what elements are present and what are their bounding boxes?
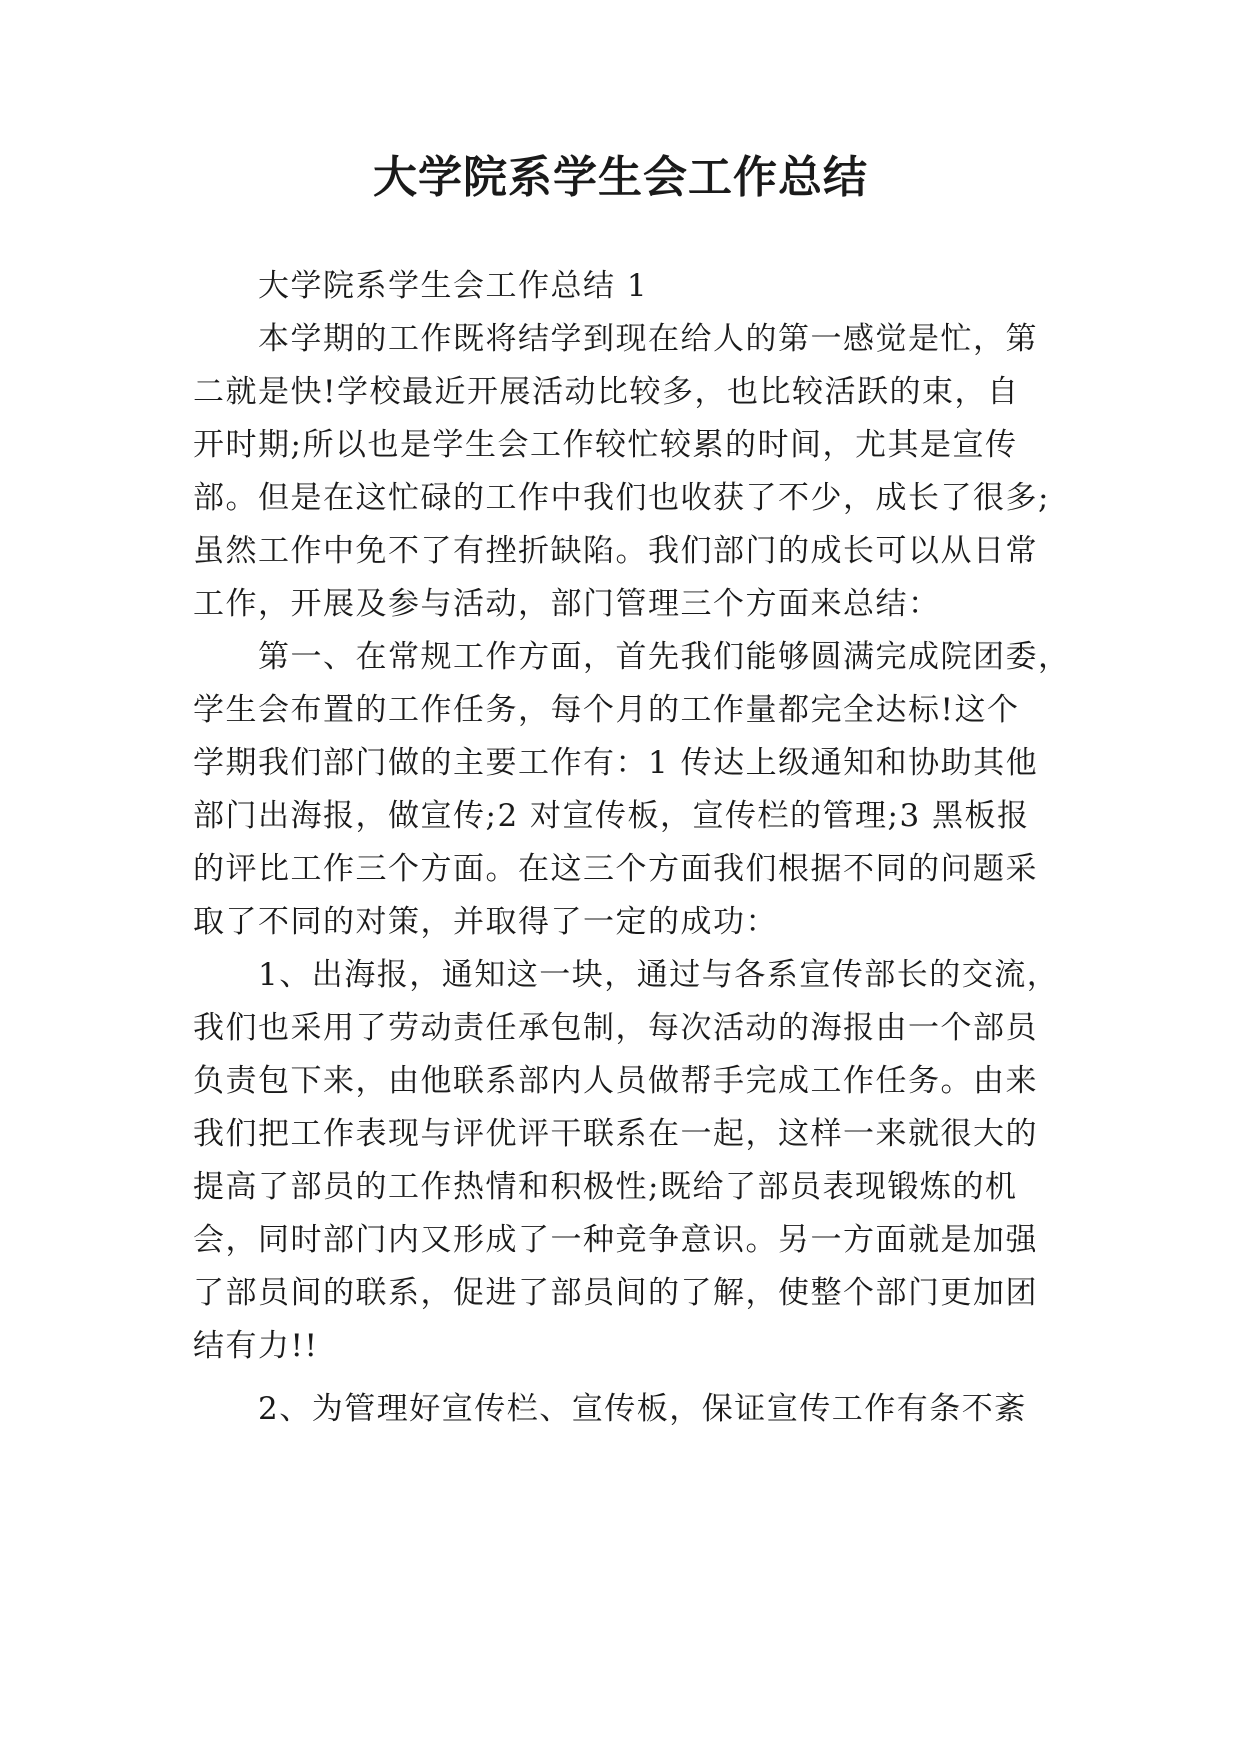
paragraph-line: 1、出海报，通知这一块，通过与各系宣传部长的交流， — [258, 957, 1060, 993]
section-heading: 大学院系学生会工作总结 1 — [258, 268, 649, 304]
paragraph-line: 我们也采用了劳动责任承包制，每次活动的海报由一个部员 — [193, 1010, 1038, 1046]
paragraph-line: 取了不同的对策，并取得了一定的成功： — [193, 904, 778, 940]
paragraph-line: 部。但是在这忙碌的工作中我们也收获了不少，成长了很多; — [193, 480, 1050, 516]
paragraph-line: 了部员间的联系，促进了部员间的了解，使整个部门更加团 — [193, 1275, 1038, 1311]
paragraph-line: 的评比工作三个方面。在这三个方面我们根据不同的问题采 — [193, 851, 1038, 887]
paragraph-line: 我们把工作表现与评优评干联系在一起，这样一来就很大的 — [193, 1116, 1038, 1152]
paragraph-line: 工作，开展及参与活动，部门管理三个方面来总结： — [193, 586, 941, 622]
paragraph-line: 会，同时部门内又形成了一种竞争意识。另一方面就是加强 — [193, 1222, 1038, 1258]
paragraph-line: 虽然工作中免不了有挫折缺陷。我们部门的成长可以从日常 — [193, 533, 1038, 569]
paragraph-line: 开时期;所以也是学生会工作较忙较累的时间，尤其是宣传 — [193, 427, 1018, 463]
paragraph-line: 结有力!! — [193, 1328, 319, 1364]
paragraph-line: 学生会布置的工作任务，每个月的工作量都完全达标!这个 — [193, 692, 1020, 728]
paragraph-line: 第一、在常规工作方面，首先我们能够圆满完成院团委， — [258, 639, 1071, 675]
paragraph-line: 部门出海报，做宣传;2 对宣传板，宣传栏的管理;3 黑板报 — [193, 798, 1030, 834]
paragraph-line: 本学期的工作既将结学到现在给人的第一感觉是忙，第 — [258, 321, 1038, 357]
paragraph-line: 二就是快!学校最近开展活动比较多，也比较活跃的束，自 — [193, 374, 1020, 410]
paragraph-line: 2、为管理好宣传栏、宣传板，保证宣传工作有条不紊 — [258, 1391, 1027, 1427]
paragraph-line: 学期我们部门做的主要工作有：1 传达上级通知和协助其他 — [193, 745, 1039, 781]
document-title: 大学院系学生会工作总结 — [373, 152, 868, 203]
paragraph-line: 提高了部员的工作热情和积极性;既给了部员表现锻炼的机 — [193, 1169, 1018, 1205]
paragraph-line: 负责包下来，由他联系部内人员做帮手完成工作任务。由来 — [193, 1063, 1038, 1099]
